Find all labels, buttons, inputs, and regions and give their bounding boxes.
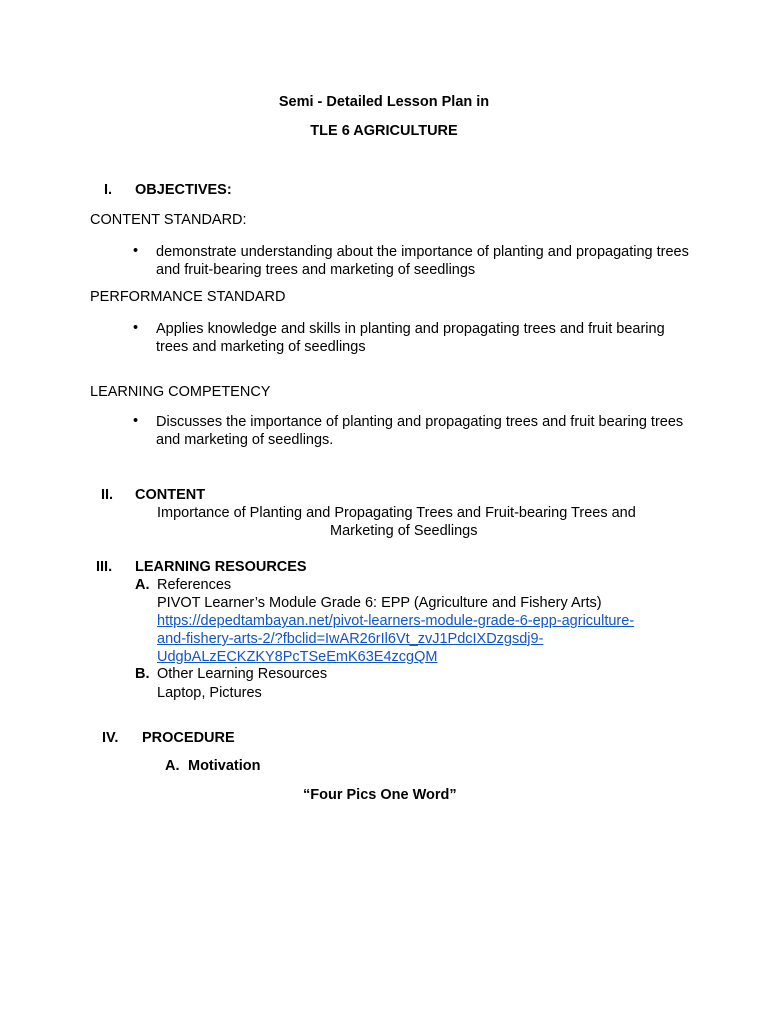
content-standard-label: CONTENT STANDARD: bbox=[90, 212, 247, 228]
other-resources-label: Other Learning Resources bbox=[157, 666, 328, 682]
section-heading-content: CONTENT bbox=[135, 487, 206, 503]
doc-title-line2: TLE 6 AGRICULTURE bbox=[310, 123, 458, 139]
references-link-line3[interactable]: UdgbALzECKZKY8PcTSeEmK63E4zcgQM bbox=[157, 649, 438, 665]
references-label: References bbox=[157, 577, 232, 593]
content-standard-text: demonstrate understanding about the importance of planting and propagating trees and fruit-bearing trees and marketing of seedlings bbox=[156, 244, 689, 278]
references-module: PIVOT Learner’s Module Grade 6: EPP (Agriculture and Fishery Arts) bbox=[157, 595, 602, 611]
section-heading-procedure: PROCEDURE bbox=[142, 730, 235, 746]
other-resources-items: Laptop, Pictures bbox=[157, 685, 262, 701]
section-heading-resources: LEARNING RESOURCES bbox=[135, 559, 307, 575]
bullet-icon: • bbox=[133, 320, 139, 336]
bullet-icon: • bbox=[133, 243, 139, 259]
section-numeral-content: II. bbox=[101, 487, 114, 503]
performance-standard-text: Applies knowledge and skills in planting and propagating trees and fruit bearing trees and marketing of seedlings bbox=[156, 321, 665, 355]
performance-standard-label: PERFORMANCE STANDARD bbox=[90, 289, 286, 305]
section-numeral-objectives: I. bbox=[104, 182, 113, 198]
references-link-line2[interactable]: and-fishery-arts-2/?fbclid=IwAR26rIl6Vt_zvJ1PdcIXDzgsdj9- bbox=[157, 631, 544, 647]
learning-competency-label: LEARNING COMPETENCY bbox=[90, 384, 271, 400]
doc-title-line1: Semi - Detailed Lesson Plan in bbox=[278, 94, 490, 110]
references-link-line1[interactable]: https://depedtambayan.net/pivot-learners-module-grade-6-epp-agriculture- bbox=[157, 613, 635, 629]
section-heading-objectives: OBJECTIVES: bbox=[135, 182, 232, 198]
resources-a-letter: A. bbox=[135, 577, 150, 593]
procedure-a-letter: A. bbox=[165, 758, 180, 774]
bullet-icon: • bbox=[133, 413, 139, 429]
activity-title: “Four Pics One Word” bbox=[303, 787, 457, 803]
section-numeral-resources: III. bbox=[96, 559, 113, 575]
learning-competency-text: Discusses the importance of planting and propagating trees and fruit bearing trees and marketing of seedlings. bbox=[156, 414, 684, 448]
section-numeral-procedure: IV. bbox=[102, 730, 119, 746]
motivation-label: Motivation bbox=[188, 758, 261, 774]
resources-b-letter: B. bbox=[135, 666, 150, 682]
content-topic-line2: Marketing of Seedlings bbox=[330, 523, 478, 539]
content-topic-line1: Importance of Planting and Propagating Trees and Fruit-bearing Trees and bbox=[157, 505, 636, 521]
